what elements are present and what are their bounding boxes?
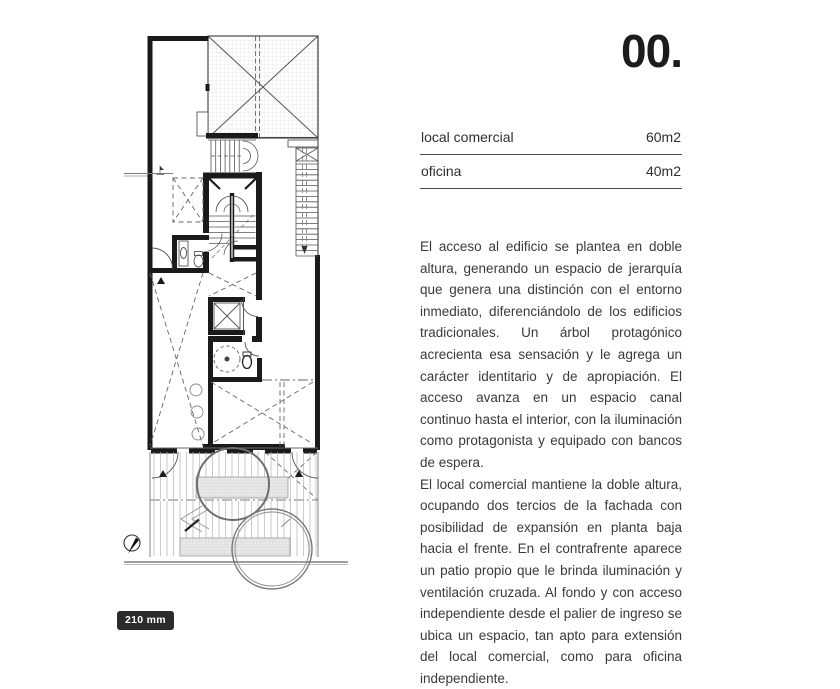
area-label: local comercial <box>421 129 514 145</box>
table-row <box>420 121 682 155</box>
area-value: 40m2 <box>645 163 681 179</box>
table-row <box>420 155 682 189</box>
paragraph: El acceso al edificio se plantea en doble altura, generando un espacio de jerarquía que genera una distinción con el entorno inmediato, diferenciándolo de los edificios tradicionales. Un árbol protagónico acrecienta esa sensación y le agrega un carácter identitario y de apropiación. El acceso avanza en un espacio canal continuo hasta el interior, con la iluminación como protagonista y equipado con bancos de espera. <box>420 239 682 470</box>
paragraph: El local comercial mantiene la doble altura, ocupando dos tercios de la fachada con posibilidad de expansión en planta baja hacia el frente. En el contrafrente aparece un patio propio que le brinda iluminación y ventilación cruzada. Al fondo y con acceso independiente desde el palier de ingreso se ubica un espacio, tan apto para extensión del local comercial, como para oficina independiente. <box>420 476 682 686</box>
bathroom-lower <box>214 342 259 372</box>
scale-badge: 210 mm <box>117 611 174 630</box>
stair-right <box>296 148 318 256</box>
bathroom-upper <box>152 241 203 284</box>
elevator <box>214 297 258 335</box>
area-label: oficina <box>421 163 462 179</box>
deck <box>150 448 318 557</box>
ground-line <box>124 562 348 565</box>
description-text <box>420 236 682 689</box>
areas-table <box>420 121 682 189</box>
area-value: 60m2 <box>645 129 681 145</box>
stair-lower <box>204 193 256 262</box>
page-number: 00. <box>621 25 682 77</box>
trees <box>197 448 312 589</box>
compass-icon <box>124 535 140 554</box>
stair-upper <box>208 140 258 189</box>
